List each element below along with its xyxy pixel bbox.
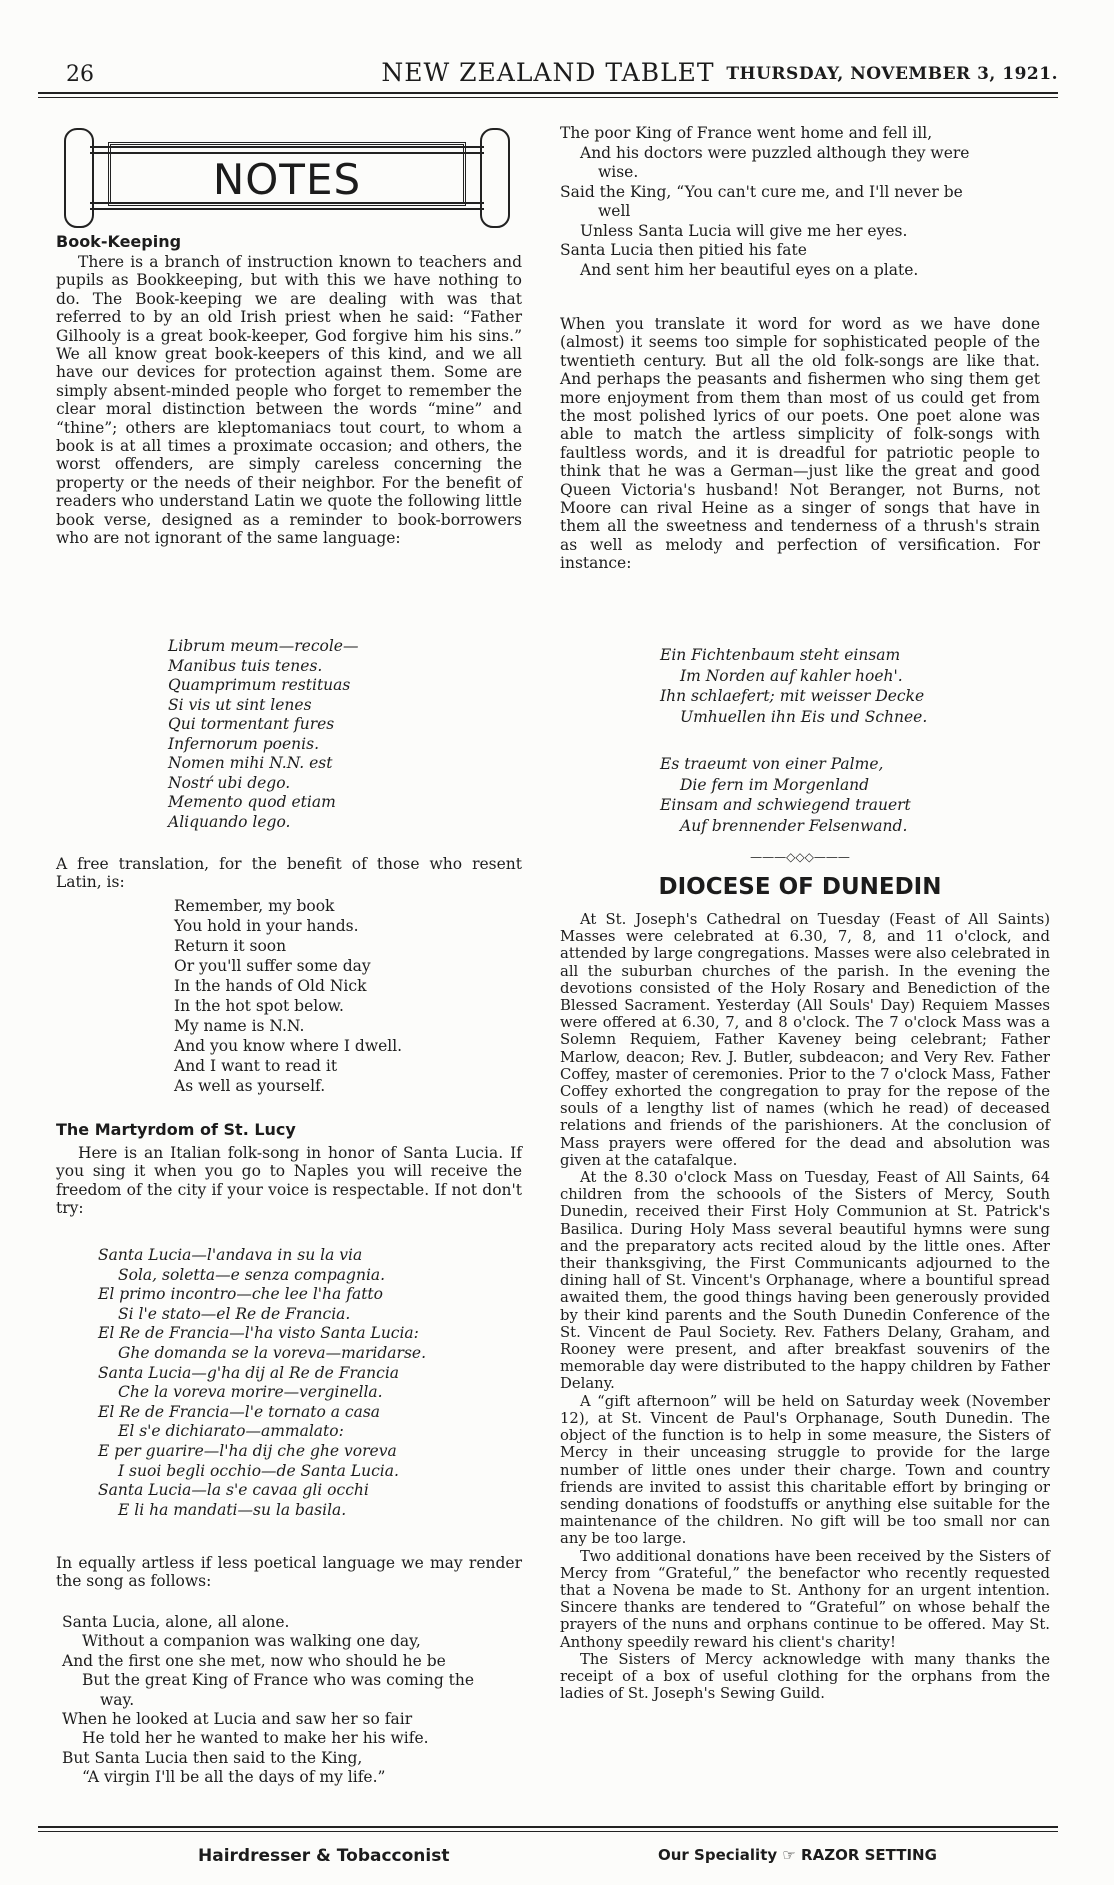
verse-line: Return it soon <box>174 937 287 955</box>
verse-line: E per guarire—l'ha dij che ghe voreva <box>98 1441 397 1460</box>
translation-intro: A free translation, for the benefit of those who resent Latin, is: <box>56 855 522 892</box>
footer-advert-right: Our Speciality ☞ RAZOR SETTING <box>658 1846 937 1864</box>
verse-line: Infernorum poenis. <box>168 734 320 753</box>
verse-line: Santa Lucia—la s'e cavaa gli occhi <box>98 1481 369 1500</box>
english-verse-left <box>62 1613 474 1788</box>
verse-line: The poor King of France went home and fell ill, <box>560 124 933 142</box>
verse-line: Remember, my book <box>174 897 335 915</box>
verse-line: Unless Santa Lucia will give me her eyes. <box>580 221 908 240</box>
heine-commentary: When you translate it word for word as we have done (almost) it seems too simple for sophisticated people of the twentieth century. But all the old folk-songs are like that. And perhaps the peasants and fishermen who sing them get more enjoyment from them than most of us could get from the most polished lyrics of our poets. One poet alone was able to match the artless simplicity of folk-songs with faultless words, and it is dreadful for patriotic people to think that he was a German—just like the great and good Queen Victoria's husband! Not Beranger, not Burns, not Moore can rival Heine as a singer of songs that have in them all the sweetness and tenderness of a thrush's strain as well as melody and perfection of versification. For instance: <box>560 315 1040 573</box>
verse-line: Si l'e stato—el Re de Francia. <box>118 1304 351 1323</box>
verse-line: In the hands of Old Nick <box>174 977 367 995</box>
verse-line: Ghe domanda se la voreva—maridarse. <box>118 1343 427 1362</box>
footer-rule-thin <box>38 1831 1058 1832</box>
verse-line: Quamprimum restituas <box>168 676 351 694</box>
section-ornament: ———◇◇◇——— <box>750 850 850 864</box>
verse-line: And sent him her beautiful eyes on a plate. <box>580 260 919 279</box>
dunedin-paragraph: At St. Joseph's Cathedral on Tuesday (Feast of All Saints) Masses were celebrated at 6.30, 7, 8, and 11 o'clock, and attended by large congregations. Masses were also celebrated in all the suburban churches of the parish. In the evening the devotions consisted of the Holy Rosary and Benediction of the Blessed Sacrament. Yesterday (All Souls' Day) Requiem Masses were offered at 6.30, 7, and 8 o'clock. The 7 o'clock Mass was a Solemn Requiem, Father Kaveney being celebrant; Father Marlow, deacon; Rev. J. Butler, subdeacon; and Very Rev. Father Coffey, master of ceremonies. Prior to the 7 o'clock Mass, Father Coffey exhorted the congregation to pray for the repose of the souls of a lengthy list of names (which he read) of deceased relations and friends of the parishioners. At the conclusion of Mass prayers were offered for the dead and absolution was given at the catafalque. <box>560 911 1050 1169</box>
verse-line: Santa Lucia then pitied his fate <box>560 241 807 259</box>
verse-line: He told her he wanted to make her his wife. <box>82 1729 429 1748</box>
publication-title: NEW ZEALAND TABLET <box>381 58 715 87</box>
verse-line: But the great King of France who was coming the <box>82 1671 475 1690</box>
dunedin-article <box>560 911 1050 1702</box>
verse-line: Che la voreva morire—verginella. <box>118 1383 383 1402</box>
footer-advert <box>38 1840 1058 1874</box>
verse-line: Si vis ut sint lenes <box>168 695 312 714</box>
verse-line: El Re de Francia—l'e tornato a casa <box>98 1402 381 1421</box>
notes-frame <box>108 142 466 206</box>
verse-line: And his doctors were puzzled although they were <box>580 143 970 162</box>
german-verse-1 <box>660 645 927 727</box>
dunedin-paragraph: The Sisters of Mercy acknowledge with many thanks the receipt of a box of useful clothing for the orphans from the ladies of St. Joseph's Sewing Guild. <box>560 1650 1050 1703</box>
latin-verse <box>168 637 358 832</box>
verse-line: way. <box>100 1690 135 1709</box>
verse-line: Or you'll suffer some day <box>174 957 371 975</box>
verse-line: You hold in your hands. <box>174 917 359 935</box>
martyrdom-heading: The Martyrdom of St. Lucy <box>56 1120 296 1139</box>
bookkeeping-heading: Book-Keeping <box>56 232 182 251</box>
verse-line: wise. <box>598 163 639 181</box>
verse-line: And I want to read it <box>174 1057 338 1075</box>
verse-line: Nostŕ ubi dego. <box>168 773 291 792</box>
verse-line: Umhuellen ihn Eis und Schnee. <box>680 707 928 726</box>
translation-verse <box>174 896 402 1096</box>
verse-line: Nomen mihi N.N. est <box>168 754 333 772</box>
verse-line: But Santa Lucia then said to the King, <box>62 1748 363 1767</box>
verse-line: Manibus tuis tenes. <box>168 656 323 675</box>
verse-line: Without a companion was walking one day, <box>82 1632 421 1651</box>
verse-line: Sola, soletta—e senza compagnia. <box>118 1265 386 1284</box>
page-header <box>38 58 1058 92</box>
bookkeeping-body: There is a branch of instruction known to teachers and pupils as Bookkeeping, but with this we have nothing to do. The Book-keeping we are dealing with was that referred to by an old Irish priest when he said: “Father Gilhooly is a great book-keeper, God forgive him his sins.” We all know great book-keepers of this kind, and we all have our devices for protection against them. Some are simply absent-minded people who forget to remember the clear moral distinction between the words “mine” and “thine”; others are kleptomaniacs tout court, to whom a book is at all times a proximate occasion; and others, the worst offenders, are simply careless concerning the property or the needs of their neighbor. For the benefit of readers who understand Latin we quote the following little book verse, designed as a reminder to book-borrowers who are not ignorant of the same language: <box>56 253 522 548</box>
dunedin-paragraph: A “gift afternoon” will be held on Saturday week (November 12), at St. Vincent de Paul's Orphanage, South Dunedin. The object of the function is to help in some measure, the Sisters of Mercy in their unceasing struggle to provide for the large number of little ones under their charge. Town and country friends are invited to assist this charitable effort by bringing or sending donations of foodstuffs or anything else suitable for the maintenance of the children. No gift will be too small nor can any be too large. <box>560 1392 1050 1548</box>
header-rule-thin <box>38 97 1058 98</box>
verse-line: Santa Lucia—l'andava in su la via <box>98 1246 363 1264</box>
page-number: 26 <box>66 62 94 87</box>
dunedin-paragraph: At the 8.30 o'clock Mass on Tuesday, Feast of All Saints, 64 children from the schoools of the Sisters of Mercy, South Dunedin, received their First Holy Communion at St. Patrick's Basilica. During Holy Mass several beautiful hymns were sung and the preparatory acts recited aloud by the little ones. After their thanksgiving, the First Communicants adjourned to the dining hall of St. Vincent's Orphanage, where a bountiful spread awaited them, the good things having been generously provided by their kind parents and the South Dunedin Conference of the St. Vincent de Paul Society. Rev. Fathers Delany, Graham, and Rooney were present, and after breakfast souvenirs of the memorable day were distributed to the happy children by Father Delany. <box>560 1169 1050 1393</box>
render-intro: In equally artless if less poetical language we may render the song as follows: <box>56 1554 522 1591</box>
issue-date: THURSDAY, NOVEMBER 3, 1921. <box>726 64 1058 84</box>
verse-line: Ein Fichtenbaum steht einsam <box>660 646 901 664</box>
verse-line: Es traeumt von einer Palme, <box>660 755 884 773</box>
verse-line: El Re de Francia—l'ha visto Santa Lucia: <box>98 1324 419 1343</box>
verse-line: I suoi begli occhio—de Santa Lucia. <box>118 1461 399 1480</box>
verse-line: Aliquando lego. <box>168 812 291 831</box>
verse-line: Ihn schlaefert; mit weisser Decke <box>660 687 925 705</box>
verse-line: “A virgin I'll be all the days of my life.” <box>82 1768 386 1787</box>
notes-banner <box>56 128 518 224</box>
scroll-ornament-left-icon <box>64 128 94 228</box>
notes-title: NOTES <box>212 155 362 204</box>
verse-line: Santa Lucia, alone, all alone. <box>62 1613 290 1631</box>
verse-line: Memento quod etiam <box>168 793 336 811</box>
verse-line: Im Norden auf kahler hoeh'. <box>680 666 903 685</box>
verse-line: As well as yourself. <box>174 1077 326 1095</box>
verse-line: Einsam and schwiegend trauert <box>660 796 911 814</box>
footer-advert-left: Hairdresser & Tobacconist <box>198 1846 450 1866</box>
footer-rule <box>38 1826 1058 1828</box>
verse-line: And the first one she met, now who should he be <box>62 1651 446 1670</box>
english-verse-right <box>560 124 969 280</box>
verse-line: well <box>598 202 631 220</box>
martyrdom-intro: Here is an Italian folk-song in honor of Santa Lucia. If you sing it when you go to Naples you will receive the freedom of the city if your voice is respectable. If not don't try: <box>56 1144 522 1218</box>
verse-line: Librum meum—recole— <box>168 637 359 655</box>
german-verse-2 <box>660 754 911 836</box>
verse-line: Qui tormentant fures <box>168 715 335 733</box>
verse-line: Santa Lucia—g'ha dij al Re de Francia <box>98 1363 400 1382</box>
header-rule <box>38 92 1058 94</box>
verse-line: E li ha mandati—su la basila. <box>118 1500 347 1519</box>
dunedin-paragraph: Two additional donations have been received by the Sisters of Mercy from “Grateful,” the benefactor who recently requested that a Novena be made to St. Anthony for an urgent intention. Sincere thanks are tendered to “Grateful” on whose behalf the prayers of the nuns and orphans continue to be offered. May St. Anthony speedily reward his client's charity! <box>560 1547 1050 1651</box>
verse-line: My name is N.N. <box>174 1017 305 1035</box>
dunedin-heading: DIOCESE OF DUNEDIN <box>658 874 942 900</box>
verse-line: When he looked at Lucia and saw her so fair <box>62 1710 413 1729</box>
italian-verse <box>98 1246 426 1520</box>
verse-line: El primo incontro—che lee l'ha fatto <box>98 1285 383 1304</box>
verse-line: Die fern im Morgenland <box>680 775 870 794</box>
verse-line: And you know where I dwell. <box>174 1037 403 1055</box>
verse-line: El s'e dichiarato—ammalato: <box>118 1422 344 1441</box>
verse-line: Auf brennender Felsenwand. <box>680 816 908 835</box>
verse-line: In the hot spot below. <box>174 997 344 1015</box>
verse-line: Said the King, “You can't cure me, and I'll never be <box>560 182 963 201</box>
scroll-ornament-right-icon <box>480 128 510 228</box>
